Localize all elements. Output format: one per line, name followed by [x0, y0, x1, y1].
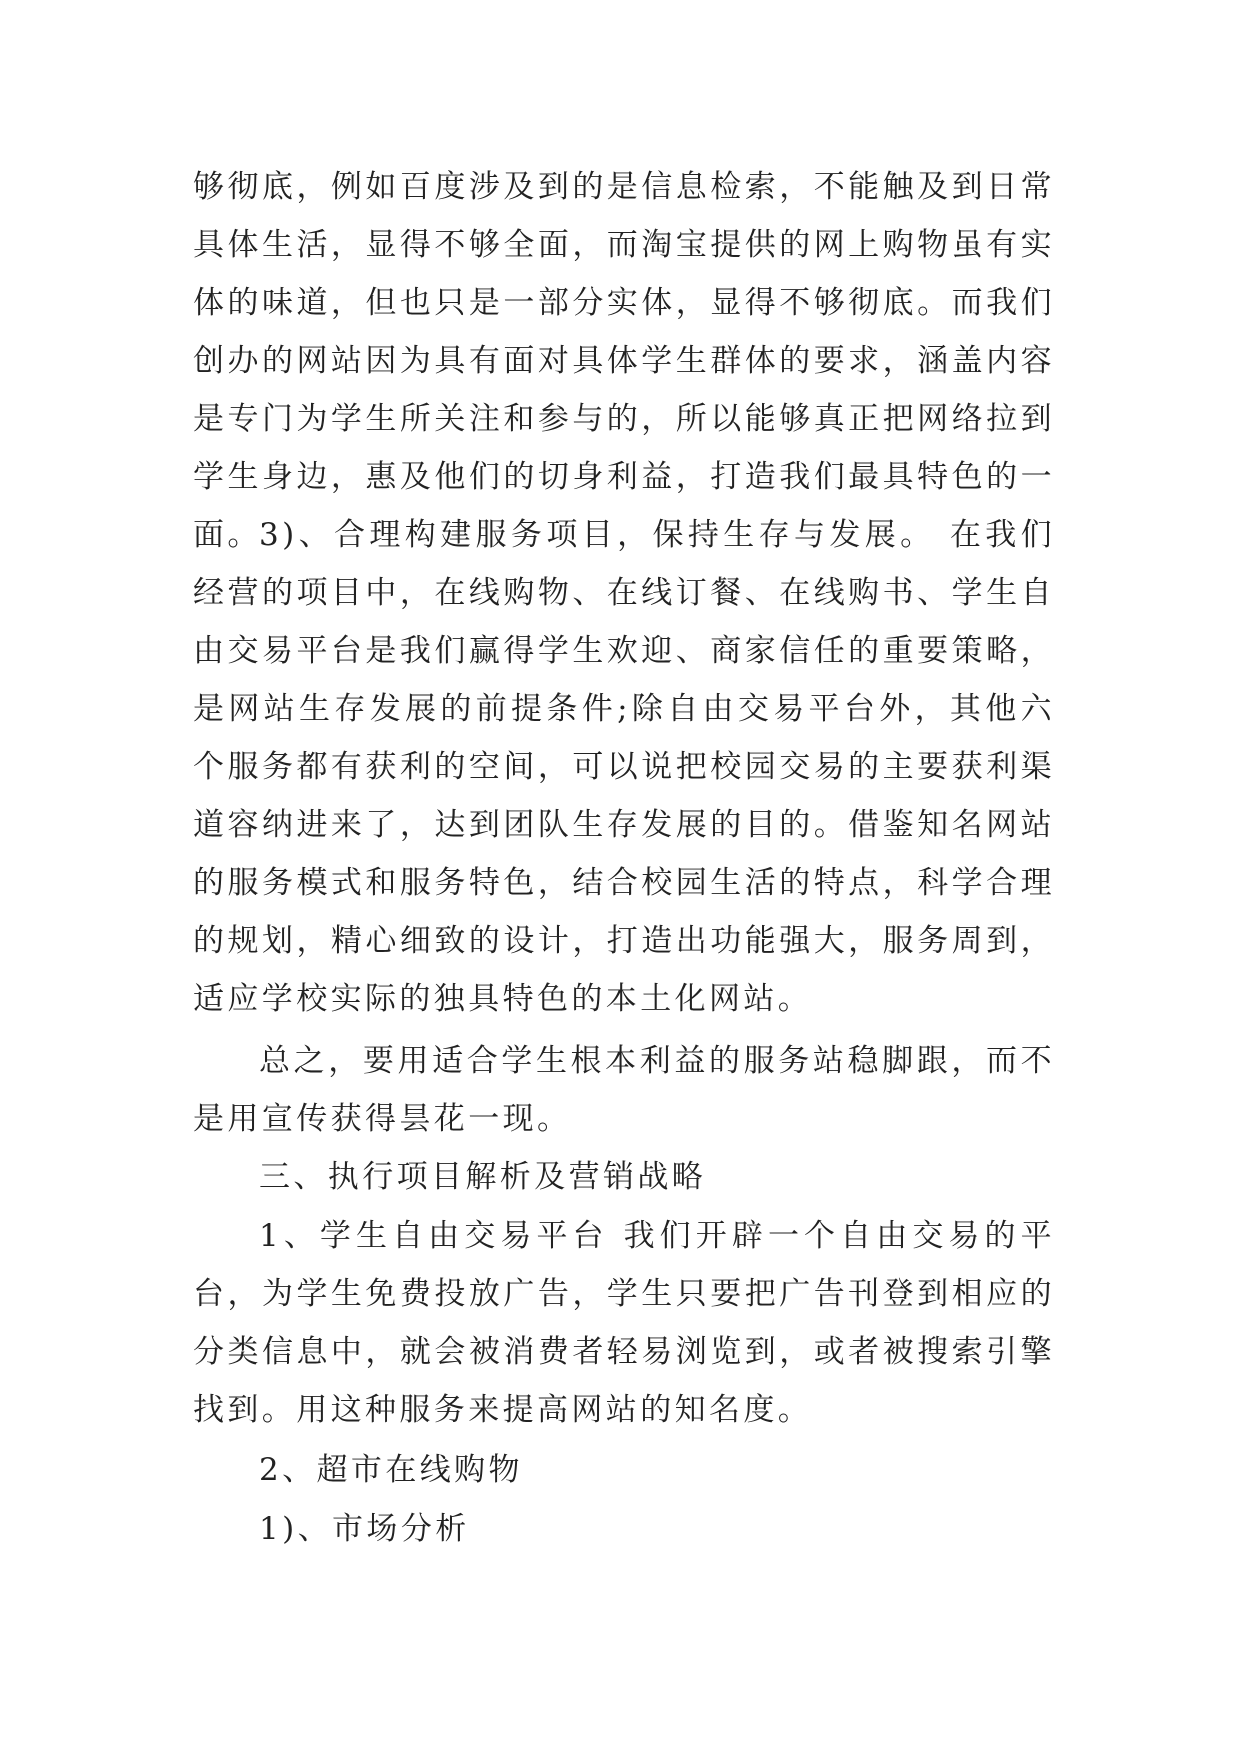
subsection-heading-supermarket: 2、超市在线购物: [259, 1452, 523, 1488]
subsection-heading-market-analysis: 1)、市场分析: [259, 1511, 470, 1547]
paragraph-continuation: 够彻底，例如百度涉及到的是信息检索，不能触及到日常具体生活，显得不够全面，而淘宝提供的网上购物虽有实体的味道，但也只是一部分实体，显得不够彻底。而我们创办的网站因为具有面对具体学生群体的要求，涵盖内容是专门为学生所关注和参与的，所以能够真正把网络拉到学生身边，惠及他们的切身利益，打造我们最具特色的一面。: [193, 169, 1055, 553]
paragraph-service-items: 3)、合理构建服务项目，保持生存与发展。 在我们经营的项目中，在线购物、在线订餐、在线购书、学生自由交易平台是我们赢得学生欢迎、商家信任的重要策略，是网站生存发展的前提条件;除自由交易平台外，其他六个服务都有获利的空间，可以说把校园交易的主要获利渠道容纳进来了，达到团队生存发展的目的。借鉴知名网站的服务模式和服务特色，结合校园生活的特点，科学合理的规划，精心细致的设计，打造出功能强大，服务周到，适应学校实际的独具特色的本土化网站。: [193, 517, 1055, 1017]
section-heading: 三、执行项目解析及营销战略: [259, 1159, 707, 1195]
paragraph-free-trade-platform: 1、学生自由交易平台 我们开辟一个自由交易的平台，为学生免费投放广告，学生只要把广告刊登到相应的分类信息中，就会被消费者轻易浏览到，或者被搜索引擎找到。用这种服务来提高网站的知名度。: [193, 1218, 1055, 1428]
paragraph-summary: 总之，要用适合学生根本利益的服务站稳脚跟，而不是用宣传获得昙花一现。: [193, 1043, 1055, 1137]
